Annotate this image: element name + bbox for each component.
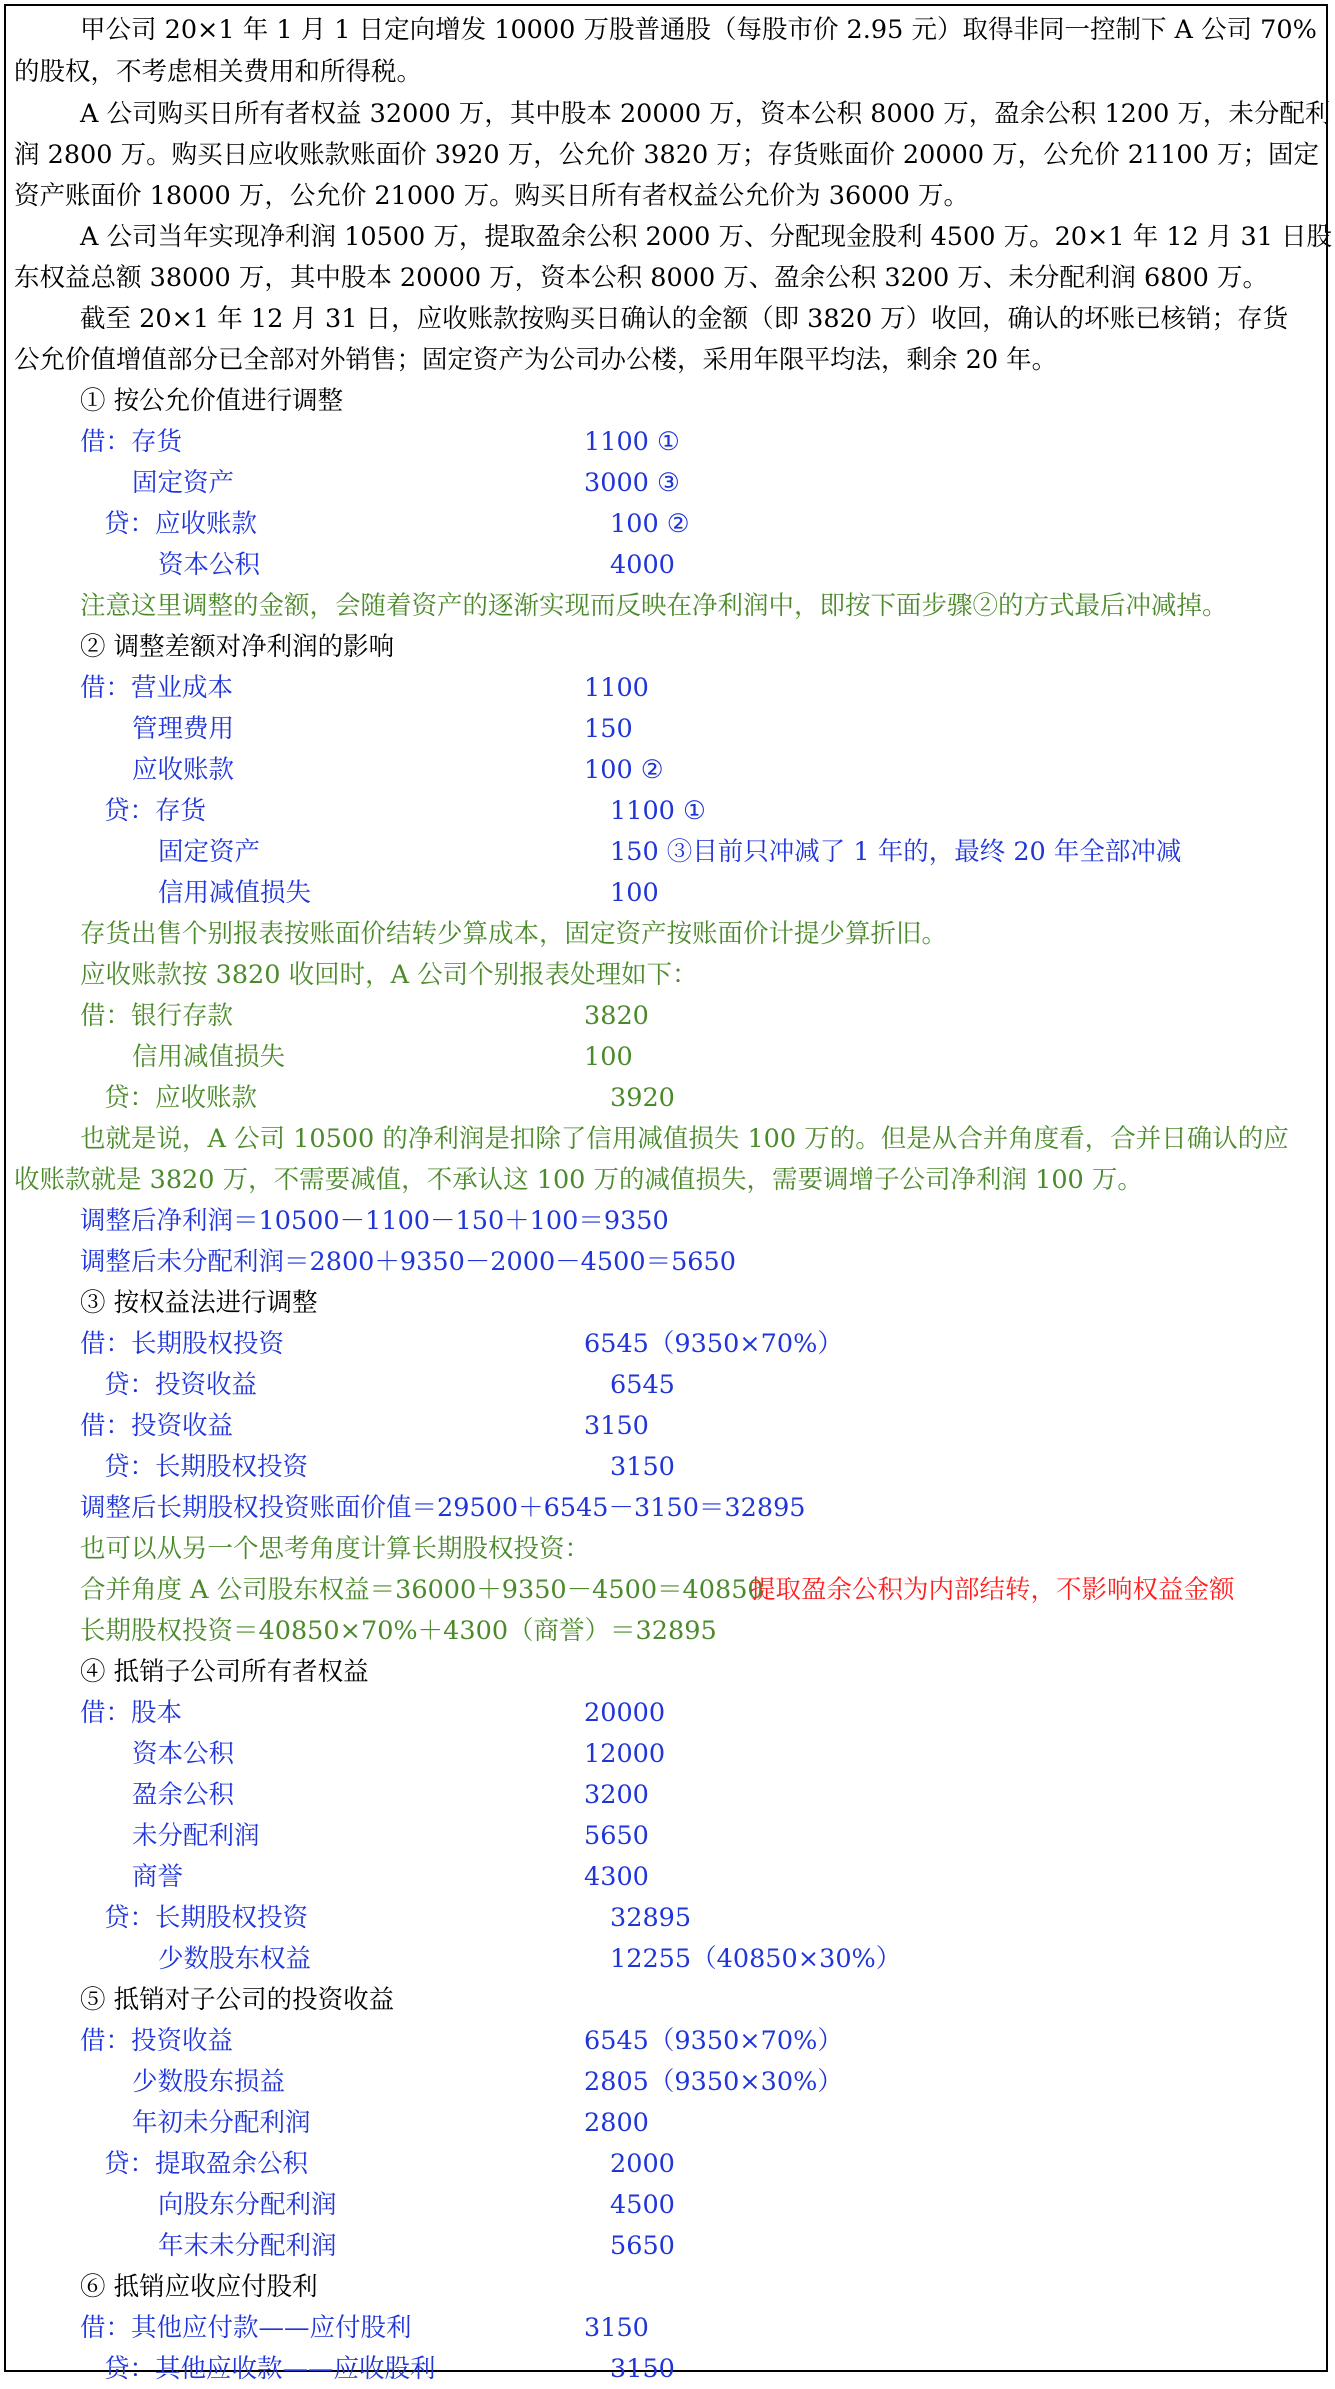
text-line-7 [6,258,1326,298]
line-text: 信用减值损失 [132,1042,286,1072]
text-line-48 [6,1939,1326,1979]
note-text: 提取盈余公积为内部结转，不影响权益金额 [750,1575,1235,1605]
line-text: ① 按公允价值进行调整 [80,386,344,416]
line-text: 贷：长期股权投资 [104,1903,309,1933]
line-text: 调整后长期股权投资账面价值＝29500＋6545－3150＝32895 [80,1493,806,1523]
text-line-9 [6,340,1326,380]
text-line-57 [6,2308,1326,2348]
line-text: 贷：应收账款 [104,509,258,539]
line-text: 借：投资收益 [80,2026,234,2056]
line-text: 截至 20×1 年 12 月 31 日，应收账款按购买日确认的金额（即 3820 万）收回，确认的坏账已核销；存货 [80,304,1289,334]
line-text: 也就是说，A 公司 10500 的净利润是扣除了信用减值损失 100 万的。但是从合并角度看，合并日确认的应 [80,1124,1289,1154]
text-line-38 [6,1529,1326,1569]
line-text: ② 调整差额对净利润的影响 [80,632,395,662]
line-text: 借：营业成本 [80,673,234,703]
line-text: 管理费用 [132,714,235,744]
text-line-50 [6,2021,1326,2061]
text-line-37 [6,1488,1326,1528]
line-text: ⑥ 抵销应收应付股利 [80,2272,318,2302]
text-line-10 [6,381,1326,421]
line-text: 年初未分配利润 [132,2108,311,2138]
text-line-13 [6,504,1326,544]
line-text: 借：长期股权投资 [80,1329,285,1359]
text-line-51 [6,2062,1326,2102]
line-text: 贷：其他应收款——应收股利 [104,2354,436,2384]
line-text: 调整后净利润＝10500－1100－150＋100＝9350 [80,1206,669,1236]
amount-text: 3150 [610,2354,675,2384]
text-line-15 [6,586,1326,626]
line-text: 信用减值损失 [158,878,312,908]
amount-text: 1100 [584,673,649,703]
text-line-5 [6,176,1326,216]
amount-text: 4500 [610,2190,675,2220]
text-line-31 [6,1242,1326,1282]
line-text: 向股东分配利润 [158,2190,337,2220]
amount-text: 100 ② [610,509,690,539]
text-line-24 [6,955,1326,995]
line-text: 年末未分配利润 [158,2231,337,2261]
amount-text: 6545（9350×70%） [584,2026,843,2056]
text-line-17 [6,668,1326,708]
amount-text: 12000 [584,1739,666,1769]
line-text: 资产账面价 18000 万，公允价 21000 万。购买日所有者权益公允价为 36000 万。 [14,181,969,211]
line-text: 贷：存货 [104,796,207,826]
line-text: 资本公积 [132,1739,235,1769]
line-text: 长期股权投资＝40850×70%＋4300（商誉）＝32895 [80,1616,717,1646]
line-text: 未分配利润 [132,1821,260,1851]
line-text: 的股权，不考虑相关费用和所得税。 [14,57,423,87]
text-line-58 [6,2349,1326,2389]
text-line-16 [6,627,1326,667]
line-text: 公允价值增值部分已全部对外销售；固定资产为公司办公楼，采用年限平均法，剩余 20 年。 [14,345,1058,375]
text-line-29 [6,1160,1326,1200]
amount-text: 4000 [610,550,675,580]
amount-text: 3150 [584,1411,649,1441]
text-line-46 [6,1857,1326,1897]
text-line-49 [6,1980,1326,2020]
text-line-8 [6,299,1326,339]
text-line-3 [6,94,1331,134]
text-line-27 [6,1078,1326,1118]
amount-text: 150 [584,714,633,744]
text-line-12 [6,463,1326,503]
line-text: 收账款就是 3820 万，不需要减值，不承认这 100 万的减值损失，需要调增子公司净利润 100 万。 [14,1165,1143,1195]
amount-text: 100 [610,878,659,908]
amount-text: 6545 [610,1370,675,1400]
line-text: 东权益总额 38000 万，其中股本 20000 万，资本公积 8000 万、盈余公积 3200 万、未分配利润 6800 万。 [14,263,1268,293]
amount-text: 3150 [610,1452,675,1482]
line-text: 商誉 [132,1862,184,1892]
amount-text: 5650 [610,2231,675,2261]
amount-text: 32895 [610,1903,692,1933]
text-line-42 [6,1693,1326,1733]
line-text: 少数股东损益 [132,2067,286,2097]
line-text: 借：投资收益 [80,1411,234,1441]
line-text: 贷：投资收益 [104,1370,258,1400]
text-line-14 [6,545,1326,585]
text-line-55 [6,2226,1326,2266]
line-text: 合并角度 A 公司股东权益＝36000＋9350－4500＝40850 [80,1575,764,1605]
line-text: 借：存货 [80,427,183,457]
line-text: 注意这里调整的金额，会随着资产的逐渐实现而反映在净利润中，即按下面步骤②的方式最后冲减掉。 [80,591,1228,621]
amount-text: 150 ③目前只冲减了 1 年的，最终 20 年全部冲减 [610,837,1182,867]
amount-text: 3000 ③ [584,468,680,498]
line-text: 盈余公积 [132,1780,235,1810]
line-text: 固定资产 [132,468,235,498]
text-line-26 [6,1037,1326,1077]
text-line-40 [6,1611,1326,1651]
text-line-47 [6,1898,1326,1938]
line-text: 固定资产 [158,837,261,867]
amount-text: 3920 [610,1083,675,1113]
text-line-52 [6,2103,1326,2143]
line-text: ⑤ 抵销对子公司的投资收益 [80,1985,395,2015]
amount-text: 100 [584,1042,633,1072]
amount-text: 12255（40850×30%） [610,1944,902,1974]
text-line-43 [6,1734,1326,1774]
line-text: ④ 抵销子公司所有者权益 [80,1657,369,1687]
line-text: 借：其他应付款——应付股利 [80,2313,412,2343]
line-text: 贷：应收账款 [104,1083,258,1113]
line-text: A 公司当年实现净利润 10500 万，提取盈余公积 2000 万、分配现金股利 4500 万。20×1 年 12 月 31 日股 [80,222,1333,252]
text-line-21 [6,832,1326,872]
line-text: 资本公积 [158,550,261,580]
amount-text: 2800 [584,2108,649,2138]
text-line-41 [6,1652,1326,1692]
text-line-54 [6,2185,1326,2225]
text-line-53 [6,2144,1326,2184]
amount-text: 20000 [584,1698,666,1728]
text-line-11 [6,422,1326,462]
text-line-25 [6,996,1326,1036]
line-text: 借：股本 [80,1698,183,1728]
text-line-23 [6,914,1326,954]
amount-text: 100 ② [584,755,664,785]
line-text: 贷：提取盈余公积 [104,2149,309,2179]
amount-text: 1100 ① [610,796,706,826]
line-text: 借：银行存款 [80,1001,234,1031]
text-line-30 [6,1201,1326,1241]
text-line-56 [6,2267,1326,2307]
text-line-20 [6,791,1326,831]
text-line-33 [6,1324,1326,1364]
line-text: 少数股东权益 [158,1944,312,1974]
line-text: 也可以从另一个思考角度计算长期股权投资： [80,1534,591,1564]
amount-text: 1100 ① [584,427,680,457]
line-text: ③ 按权益法进行调整 [80,1288,318,1318]
line-text: A 公司购买日所有者权益 32000 万，其中股本 20000 万，资本公积 8000 万，盈余公积 1200 万，未分配利 [80,99,1331,129]
text-line-6 [6,217,1333,257]
text-line-22 [6,873,1326,913]
amount-text: 3820 [584,1001,649,1031]
line-text: 甲公司 20×1 年 1 月 1 日定向增发 10000 万股普通股（每股市价 2.95 元）取得非同一控制下 A 公司 70% [80,15,1317,45]
amount-text: 2805（9350×30%） [584,2067,843,2097]
text-line-35 [6,1406,1326,1446]
text-line-32 [6,1283,1326,1323]
amount-text: 6545（9350×70%） [584,1329,843,1359]
text-line-4 [6,135,1326,175]
text-line-44 [6,1775,1326,1815]
text-line-19 [6,750,1326,790]
text-line-18 [6,709,1326,749]
text-line-39 [6,1570,1326,1610]
line-text: 调整后未分配利润＝2800＋9350－2000－4500＝5650 [80,1247,736,1277]
amount-text: 3150 [584,2313,649,2343]
line-text: 润 2800 万。购买日应收账款账面价 3920 万，公允价 3820 万；存货账面价 20000 万，公允价 21100 万；固定 [14,140,1319,170]
amount-text: 3200 [584,1780,649,1810]
amount-text: 2000 [610,2149,675,2179]
document-frame [4,4,1333,2384]
text-line-36 [6,1447,1326,1487]
line-text: 贷：长期股权投资 [104,1452,309,1482]
amount-text: 5650 [584,1821,649,1851]
line-text: 应收账款 [132,755,235,785]
line-text: 应收账款按 3820 收回时，A 公司个别报表处理如下： [80,960,698,990]
text-line-1 [6,10,1326,50]
text-line-2 [6,52,1326,92]
text-line-45 [6,1816,1326,1856]
amount-text: 4300 [584,1862,649,1892]
text-line-28 [6,1119,1326,1159]
text-line-34 [6,1365,1326,1405]
line-text: 存货出售个别报表按账面价结转少算成本，固定资产按账面价计提少算折旧。 [80,919,948,949]
